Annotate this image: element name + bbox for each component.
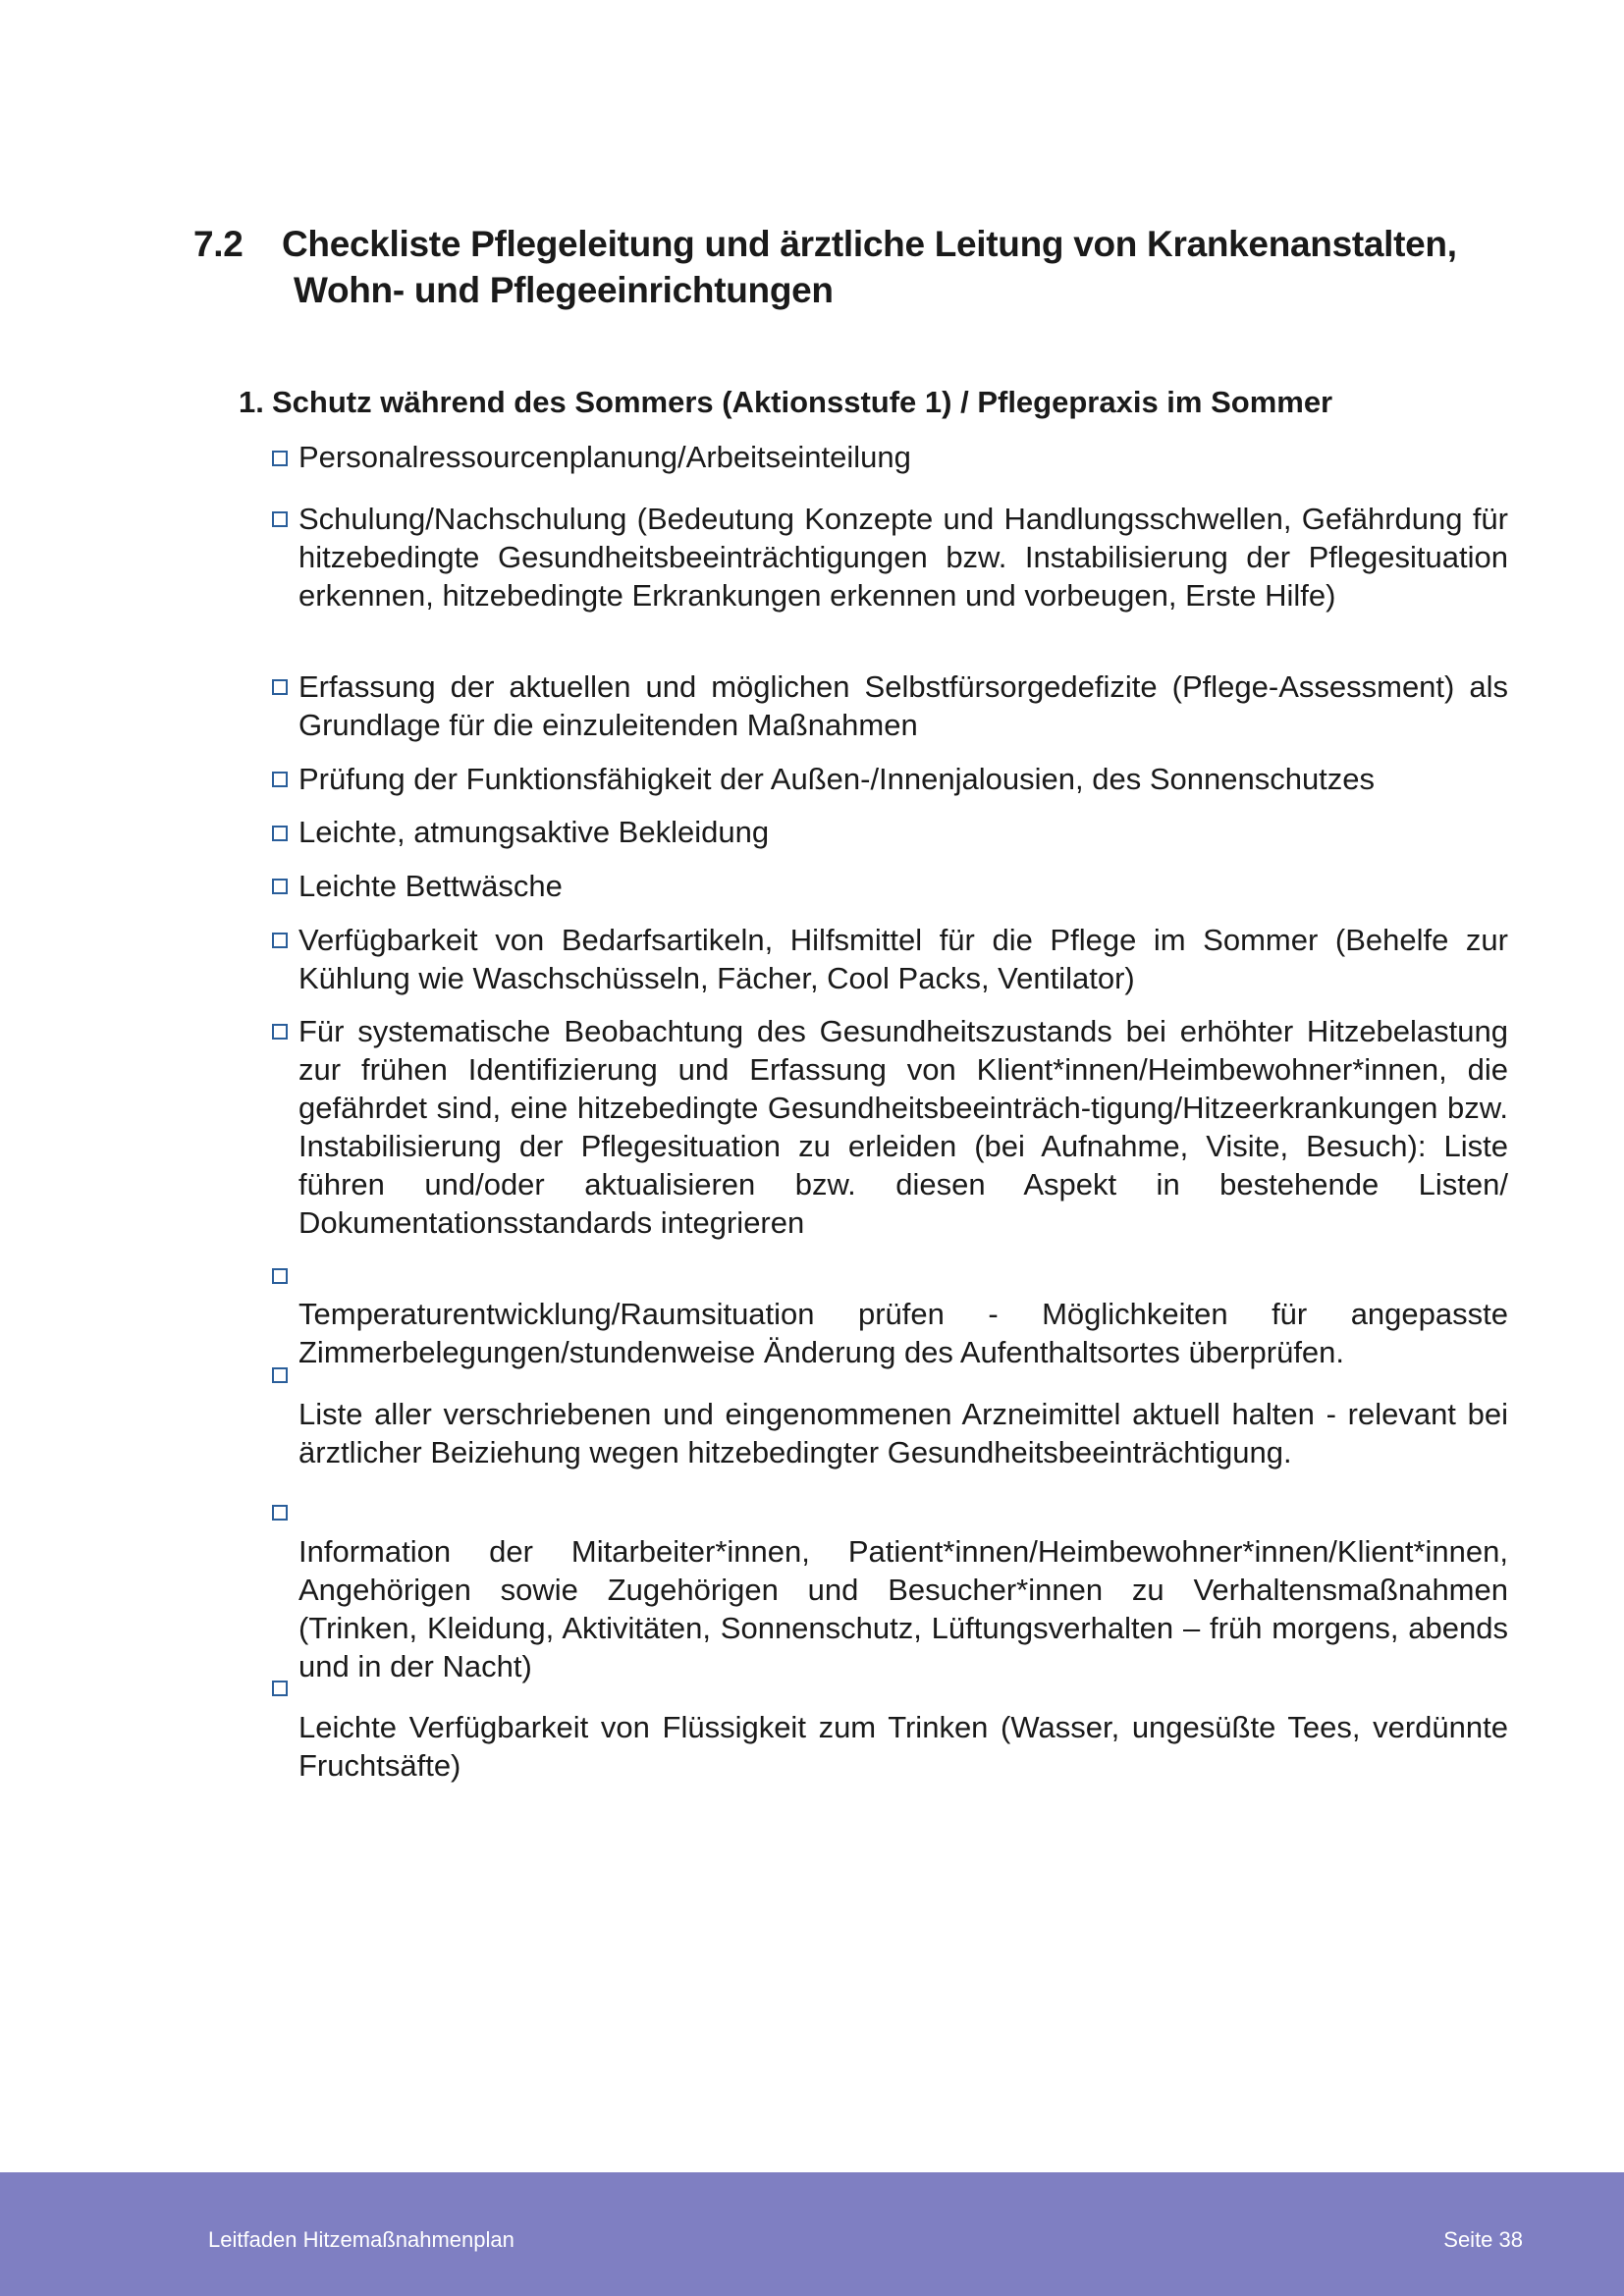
heading-number: 7.2 (193, 224, 244, 264)
checkbox[interactable] (272, 1268, 288, 1284)
checklist-item: Schulung/Nachschulung (Bedeutung Konzepte und Handlungsschwellen, Gefährdung für hitzebedingte Gesundheitsbeeinträchtigungen bzw. Instabilisierung der Pflegesituation erkennen, hitzebedingte Erkrankungen erkennen und vorbeugen, Erste Hilfe) (298, 502, 1508, 613)
checklist-item: Verfügbarkeit von Bedarfsartikeln, Hilfsmittel für die Pflege im Sommer (Behelfe zur Kühlung wie Waschschüsseln, Fächer, Cool Packs, Ventilator) (298, 923, 1508, 995)
checklist-item: Information der Mitarbeiter*innen, Patient*innen/Heimbewohner*innen/Klient*innen, Angehörigen sowie Zugehörigen und Besucher*innen zu Verhaltensmaßnahmen (Trinken, Kleidung, Aktivitäten, Sonnenschutz, Lüftungsverhalten – früh morgens, abends und in der Nacht) (298, 1534, 1508, 1683)
checklist-item: Temperaturentwicklung/Raumsituation prüfen - Möglichkeiten für angepasste Zimmerbelegungen/stundenweise Änderung des Aufenthaltsortes überprüfen. (298, 1297, 1508, 1369)
checklist-item: Personalressourcenplanung/Arbeitseinteilung (298, 440, 911, 474)
section-title: Schutz während des Sommers (Aktionsstufe 1) / Pflegepraxis im Sommer (272, 385, 1333, 419)
checklist-item: Liste aller verschriebenen und eingenommenen Arzneimittel aktuell halten - relevant bei ärztlicher Beiziehung wegen hitzebedingter Gesundheitsbeeinträchtigung. (298, 1397, 1508, 1469)
checkbox[interactable] (272, 1024, 288, 1040)
checklist-item: Prüfung der Funktionsfähigkeit der Außen-/Innenjalousien, des Sonnenschutzes (298, 762, 1376, 796)
heading-title-line2: Wohn- und Pflegeeinrichtungen (294, 270, 834, 310)
checklist-item: Leichte Verfügbarkeit von Flüssigkeit zum Trinken (Wasser, ungesüßte Tees, verdünnte Fruchtsäfte) (298, 1710, 1508, 1783)
section-heading (239, 383, 1515, 422)
checkbox[interactable] (272, 879, 288, 894)
checkbox[interactable] (272, 1367, 288, 1383)
checklist-item: Leichte, atmungsaktive Bekleidung (298, 815, 770, 849)
checkbox[interactable] (272, 933, 288, 948)
checkbox[interactable] (272, 511, 288, 527)
checklist-item: Für systematische Beobachtung des Gesundheitszustands bei erhöhter Hitzebelastung zur frühen Identifizierung und Erfassung von Klient*innen/Heimbewohner*innen, die gefährdet sind, eine hitzebedingte Gesundheitsbeeinträch-tigung/Hitzeerkrankungen bzw. Instabilisierung der Pflegesituation zu erleiden (bei Aufnahme, Visite, Besuch): Liste führen und/oder aktualisieren bzw. diesen Aspekt in bestehende Listen/ Dokumentationsstandards integrieren (298, 1014, 1508, 1240)
heading-title-line1: Checkliste Pflegeleitung und ärztliche Leitung von Krankenanstalten, (282, 224, 1457, 264)
page-title (193, 221, 1568, 313)
footer-document-title: Leitfaden Hitzemaßnahmenplan (208, 2227, 514, 2252)
section-number: 1. (239, 385, 264, 419)
checkbox[interactable] (272, 1681, 288, 1696)
checkbox[interactable] (272, 679, 288, 695)
checkbox[interactable] (272, 826, 288, 841)
checkbox[interactable] (272, 1505, 288, 1521)
footer-page-number: Seite 38 (1443, 2227, 1523, 2252)
checkbox[interactable] (272, 451, 288, 466)
checklist-item: Erfassung der aktuellen und möglichen Selbstfürsorgedefizite (Pflege-Assessment) als Grundlage für die einzuleitenden Maßnahmen (298, 669, 1508, 742)
checkbox[interactable] (272, 772, 288, 787)
checklist-item: Leichte Bettwäsche (298, 869, 563, 903)
